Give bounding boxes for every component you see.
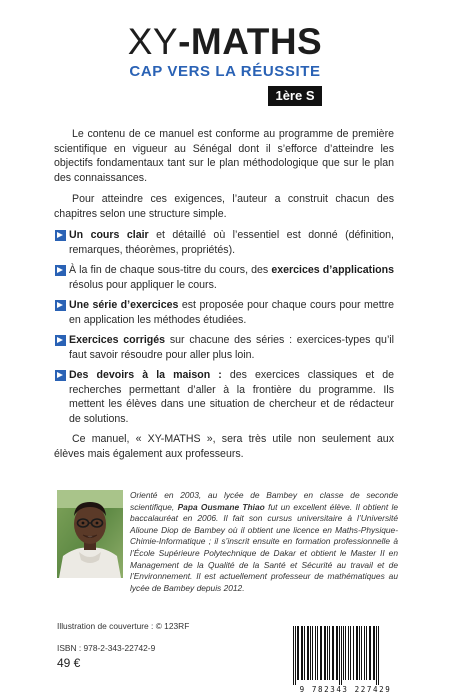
structure-paragraph: Pour atteindre ces exigences, l’auteur a construit chacun des chapitres selon une structure simple. (54, 193, 394, 220)
arrow-bullet-icon (55, 265, 66, 276)
level-badge: 1ère S (268, 86, 322, 106)
barcode (287, 624, 404, 685)
arrow-bullet-icon (55, 230, 66, 241)
brand-title (0, 22, 450, 62)
bullet-post: des exercices classiques et de recherches permettant d’aller à la frontière du programme. Ils mettent les élèves dans une situation de chercheur et de rédacteur de solutions. (69, 369, 394, 425)
closing-paragraph: Ce manuel, « XY-MATHS », sera très utile non seulement aux élèves mais également aux professeurs. (54, 433, 394, 460)
bullet-bold: Une série d’exercices (69, 299, 179, 311)
description-body (54, 127, 394, 468)
feature-bullet (54, 368, 394, 426)
brand-maths: -MATHS (178, 21, 323, 62)
feature-bullet (54, 228, 394, 257)
arrow-bullet-icon (55, 300, 66, 311)
feature-bullet (54, 298, 394, 327)
arrow-bullet-icon (55, 370, 66, 381)
author-bio-end: fut un excellent élève. Il obtient le baccalauréat en 2006. Il fait son cursus universitaire à l’Université Alioune Diop de Bambey où il obtient une licence en Maths-Physique-Chimie-Informatique ; il s’inscrit ensuite en formation professionnelle à l’École Supérieure Polytechnique de Dakar et obtient le Master II en Management de la Qualité de la Santé et Sécurité au travail et de l’Environnement. Il est actuellement professeur de mathématiques au lycée de Bambey depuis 2012. (130, 501, 399, 593)
feature-bullet (54, 263, 394, 292)
brand-xy: XY (127, 21, 179, 62)
barcode-digits: 9 782343 227429 (299, 685, 392, 694)
bullet-pre: À la fin de chaque sous-titre du cours, des (69, 264, 272, 276)
isbn: ISBN : 978-2-343-22742-9 (57, 643, 156, 653)
author-name: Papa Ousmane Thiao (177, 501, 265, 512)
bullet-bold: Un cours clair (69, 229, 149, 241)
intro-paragraph: Le contenu de ce manuel est conforme au programme de première scientifique en vigueur au Sénégal dont il s’efforce d’atteindre les objectifs fondamentaux tant sur le plan méthodologique que sur le plan des connaissances. (54, 128, 394, 184)
author-bio (130, 490, 398, 594)
bullet-post: et détaillé où l’essentiel est donné (définition, remarques, théorèmes, propriétés). (69, 229, 394, 256)
tagline: CAP VERS LA RÉUSSITE (129, 63, 321, 80)
author-bio-start: Orienté en 2003, au lycée de Bambey en classe de seconde scientifique, (130, 490, 398, 512)
bullet-post: sur chacune des séries : exercices-types qu’il faut savoir résoudre pour aller plus loin. (69, 334, 395, 361)
price: 49 € (57, 656, 81, 670)
arrow-bullet-icon (55, 335, 66, 346)
cover-credit: Illustration de couverture : © 123RF (57, 621, 190, 631)
bullet-post: est proposée pour chaque cours pour mettre en application les méthodes étudiées. (69, 299, 395, 326)
cover-header (0, 22, 450, 80)
bullet-post: résolus pour appliquer le cours. (69, 278, 217, 291)
feature-bullet (54, 333, 394, 362)
bullet-bold: exercices d’applications (271, 264, 394, 276)
bullet-bold: Des devoirs à la maison : (69, 369, 222, 381)
bullet-bold: Exercices corrigés (69, 334, 166, 346)
author-photo (57, 490, 123, 578)
